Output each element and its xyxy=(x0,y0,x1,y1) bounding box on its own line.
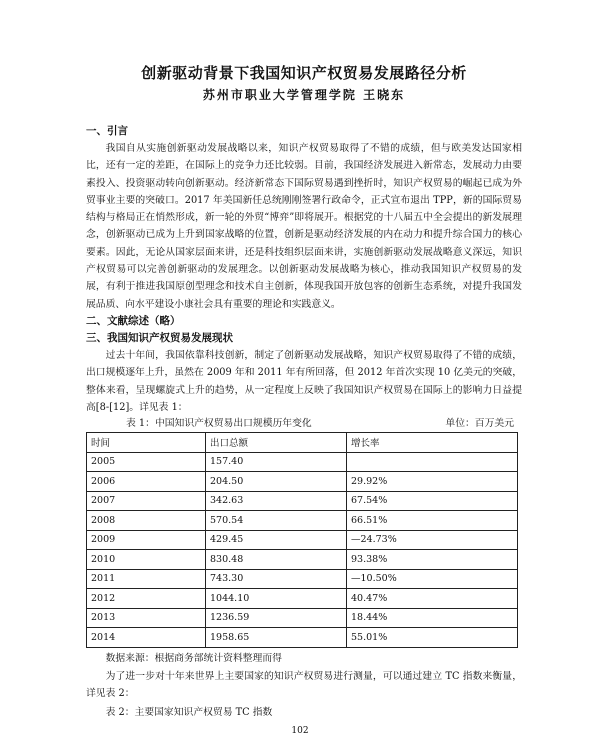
table-cell-growth: 29.92% xyxy=(347,472,518,492)
table-cell-growth: 18.44% xyxy=(347,608,518,628)
table-1 xyxy=(86,432,518,648)
table-row xyxy=(87,569,518,589)
table-cell-year: 2009 xyxy=(87,530,206,550)
page-number: 102 xyxy=(291,726,309,736)
table-cell-growth: 55.01% xyxy=(347,628,518,648)
table-cell-growth: 67.54% xyxy=(347,491,518,511)
paper-author: 苏州市职业大学管理学院 王晓东 xyxy=(202,88,406,102)
table-cell-export: 342.63 xyxy=(206,491,347,511)
section-1-paragraph: 我国自从实施创新驱动发展战略以来，知识产权贸易取得了不错的成绩，但与欧美发达国家相比，还有一定的差距，在国际上的竞争力还比较弱。目前，我国经济发展进入新常态，发展动力由要素投入、投资驱动转向创新驱动。经济新常态下国际贸易遇到挫折时，知识产权贸易的崛起已成为外贸事业主要的突破口。2017 年美国新任总统刚刚签署行政命令，正式宣布退出 TPP，新的国际贸易结构与格局正在悄然形成，新一轮的外贸“博弈”即将展开。根据党的十八届五中全会提出的新发展理念，创新驱动已成为上升到国家战略的位置，创新是驱动经济发展的内在动力和提升综合国力的核心要素。因此，无论从国家层面来讲，还是科技组织层面来讲，实施创新驱动发展战略意义深远，知识产权贸易可以完善创新驱动的发展理念。以创新驱动发展战略为核心，推动我国知识产权贸易的发展，有利于推进我国原创型理念和技术自主创新，体现我国开放包容的创新生态系统，对提升我国发展品质、向水平建设小康社会具有重要的理论和实践意义。 xyxy=(86,143,522,310)
table-cell-year: 2005 xyxy=(87,452,206,472)
table-cell-year: 2007 xyxy=(87,491,206,511)
table-header-cell: 时间 xyxy=(87,433,206,453)
table-cell-year: 2006 xyxy=(87,472,206,492)
table-cell-export: 157.40 xyxy=(206,452,347,472)
table-cell-export: 429.45 xyxy=(206,530,347,550)
table-cell-export: 1044.10 xyxy=(206,589,347,609)
table-header-cell: 出口总额 xyxy=(206,433,347,453)
table-cell-growth: —10.50% xyxy=(347,569,518,589)
table-cell-export: 743.30 xyxy=(206,569,347,589)
table-cell-year: 2011 xyxy=(87,569,206,589)
table-cell-growth: 66.51% xyxy=(347,511,518,531)
section-1-heading: 一、引言 xyxy=(86,125,128,137)
table-cell-year: 2014 xyxy=(87,628,206,648)
table-cell-export: 1236.59 xyxy=(206,608,347,628)
table-cell-export: 1958.65 xyxy=(206,628,347,648)
table-cell-growth: —24.73% xyxy=(347,530,518,550)
table-row xyxy=(87,472,518,492)
section-3-heading: 三、我国知识产权贸易发展现状 xyxy=(86,331,233,344)
section-2-heading: 二、文献综述（略） xyxy=(86,314,181,327)
table-cell-year: 2012 xyxy=(87,589,206,609)
table-cell-export: 204.50 xyxy=(206,472,347,492)
table-header-row xyxy=(87,433,518,453)
table-cell-year: 2008 xyxy=(87,511,206,531)
table-1-source: 数据来源：根据商务部统计资料整理而得 xyxy=(105,652,282,664)
table-row xyxy=(87,511,518,531)
paper-title: 创新驱动背景下我国知识产权贸易发展路径分析 xyxy=(141,64,467,82)
table-1-caption-row xyxy=(86,416,522,432)
section-3-paragraph: 过去十年间，我国依靠科技创新，制定了创新驱动发展战略，知识产权贸易取得了不错的成绩，出口规模逐年上升，虽然在 2009 年和 2011 年有所回落，但 2012 年首次实现 10 亿美元的突破，整体来看，呈现螺旋式上升的趋势，从一定程度上反映了我国知识产权贸易在国际上的影响力日益提高[8-[12]。详见表 1： xyxy=(86,349,522,413)
table-cell-export: 830.48 xyxy=(206,550,347,570)
table-row xyxy=(87,452,518,472)
table-header-cell: 增长率 xyxy=(347,433,518,453)
table-cell-growth xyxy=(347,452,518,472)
table-1-caption: 表 1：中国知识产权贸易出口规模历年变化 xyxy=(126,418,312,430)
after-table-paragraph: 为了进一步对十年来世界上主要国家的知识产权贸易进行测量，可以通过建立 TC 指数来衡量，详见表 2： xyxy=(86,670,522,699)
table-row xyxy=(87,530,518,550)
table-cell-export: 570.54 xyxy=(206,511,347,531)
table-row xyxy=(87,589,518,609)
table-2-caption: 表 2：主要国家知识产权贸易 TC 指数 xyxy=(105,707,273,719)
table-cell-growth: 40.47% xyxy=(347,589,518,609)
table-row xyxy=(87,628,518,648)
table-row xyxy=(87,550,518,570)
table-row xyxy=(87,491,518,511)
table-1-unit: 单位：百万美元 xyxy=(445,418,514,430)
table-cell-year: 2010 xyxy=(87,550,206,570)
table-cell-year: 2013 xyxy=(87,608,206,628)
table-row xyxy=(87,608,518,628)
table-cell-growth: 93.38% xyxy=(347,550,518,570)
